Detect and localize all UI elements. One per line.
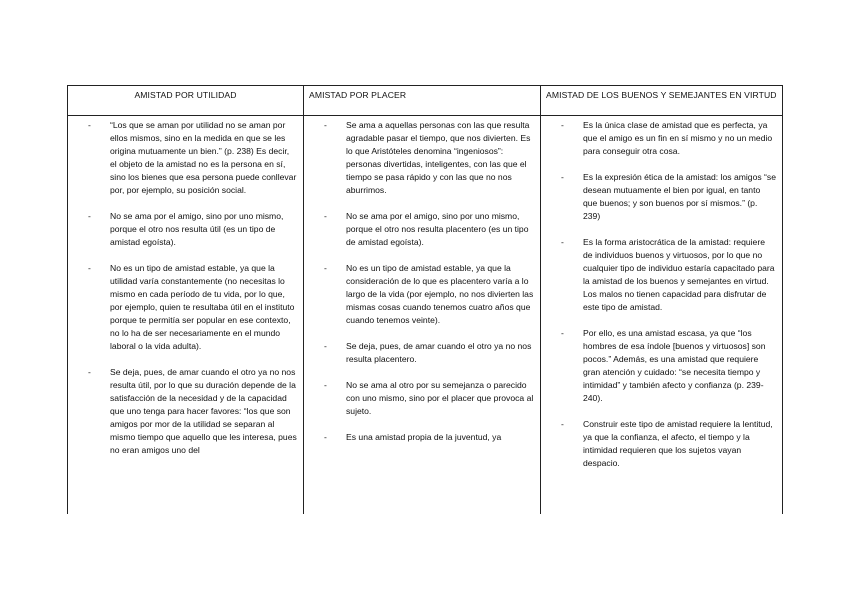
- header-virtue: AMISTAD DE LOS BUENOS Y SEMEJANTES EN VIRTUD: [541, 86, 783, 116]
- column-pleasure: [304, 116, 541, 515]
- list-item: [310, 340, 534, 366]
- list-item-text: Se deja, pues, de amar cuando el otro ya no nos resulta útil, por lo que su duración depende de la satisfacción de la necesidad y de la capacidad que uno tenga para hacer favores: “los que son amigos por mor de la utilidad se separan al mismo tiempo que aquello que les interesa, pues no eran amigos uno del: [110, 367, 297, 455]
- list-item: [310, 379, 534, 418]
- dash-bullet: -: [561, 237, 564, 247]
- table-header-row: [68, 86, 783, 116]
- column-virtue: [541, 116, 783, 515]
- dash-bullet: -: [324, 120, 327, 130]
- list-item-text: No se ama al otro por su semejanza o parecido con uno mismo, sino por el placer que provoca al sujeto.: [346, 380, 534, 416]
- dash-bullet: -: [88, 120, 91, 130]
- list-item: [310, 431, 534, 444]
- friendship-comparison-table: [67, 85, 783, 514]
- list-item-text: “Los que se aman por utilidad no se aman por ellos mismos, sino en la medida en que se les origina mutuamente un bien.” (p. 238) Es decir, el objeto de la amistad no es la persona en sí, sino los bienes que esa persona puede conllevar por, por ejemplo, su posición social.: [110, 120, 297, 195]
- column-utility: [68, 116, 304, 515]
- list-item-text: Construir este tipo de amistad requiere la lentitud, ya que la confianza, el afecto, el tiempo y la intimidad requieren que los sujetos vayan despacio.: [583, 419, 773, 468]
- list-item: [547, 418, 776, 470]
- dash-bullet: -: [324, 432, 327, 442]
- list-item-text: No se ama por el amigo, sino por uno mismo, porque el otro nos resulta útil (es un tipo de amistad egoísta).: [110, 211, 284, 247]
- list-item-text: No es un tipo de amistad estable, ya que la utilidad varía constantemente (no necesitas lo mismo en cada período de tu vida, por lo que, por ejemplo, quien te resultaba útil en el instituto porque te permitía ser popular en ese contexto, no lo ha de ser necesariamente en el mundo laboral o la vida adulta).: [110, 263, 295, 351]
- dash-bullet: -: [324, 263, 327, 273]
- dash-bullet: -: [561, 172, 564, 182]
- list-item: [547, 236, 776, 314]
- list-item-text: Es la única clase de amistad que es perfecta, ya que el amigo es un fin en sí mismo y no un medio para conseguir otra cosa.: [583, 120, 773, 156]
- list-item: [547, 327, 776, 405]
- list-item-text: Por ello, es una amistad escasa, ya que “los hombres de esa índole [buenos y virtuosos] son pocos.” Además, es una amistad que requiere gran atención y cuidado: “se necesita tiempo y intimidad” y también afecto y confianza (p. 239-240).: [583, 328, 766, 403]
- dash-bullet: -: [561, 419, 564, 429]
- list-item-text: No se ama por el amigo, sino por uno mismo, porque el otro nos resulta placentero (es un tipo de amistad egoísta).: [346, 211, 529, 247]
- bullet-list-utility: [74, 119, 297, 457]
- list-item: [74, 119, 297, 197]
- list-item-text: Es la forma aristocrática de la amistad: requiere de individuos buenos y virtuosos, por lo que no cualquier tipo de individuo estaría capacitado para la amistad de los buenos y semejantes en virtud. Los malos no tienen capacidad para disfrutar de este tipo de amistad.: [583, 237, 775, 312]
- bullet-list-pleasure: [310, 119, 534, 444]
- list-item-text: Es una amistad propia de la juventud, ya: [346, 432, 502, 442]
- list-item-text: Se ama a aquellas personas con las que resulta agradable pasar el tiempo, que nos divierten. Es lo que Aristóteles denomina “ingeniosos”: personas divertidas, inteligentes, con las que el tiempo se pasa rápido y con las que no nos aburrimos.: [346, 120, 531, 195]
- header-utility: AMISTAD POR UTILIDAD: [68, 86, 304, 116]
- list-item: [310, 210, 534, 249]
- list-item: [74, 210, 297, 249]
- dash-bullet: -: [324, 211, 327, 221]
- dash-bullet: -: [88, 367, 91, 377]
- list-item-text: Es la expresión ética de la amistad: los amigos “se desean mutuamente el bien por igual, en tanto que buenos; y son buenos por sí mismos.” (p. 239): [583, 172, 776, 221]
- list-item: [310, 119, 534, 197]
- list-item: [547, 171, 776, 223]
- list-item: [310, 262, 534, 327]
- dash-bullet: -: [561, 120, 564, 130]
- dash-bullet: -: [324, 341, 327, 351]
- dash-bullet: -: [88, 263, 91, 273]
- list-item: [74, 262, 297, 353]
- bullet-list-virtue: [547, 119, 776, 470]
- list-item: [547, 119, 776, 158]
- header-pleasure: AMISTAD POR PLACER: [304, 86, 541, 116]
- list-item-text: Se deja, pues, de amar cuando el otro ya no nos resulta placentero.: [346, 341, 532, 364]
- dash-bullet: -: [88, 211, 91, 221]
- table-body-row: [68, 116, 783, 515]
- dash-bullet: -: [561, 328, 564, 338]
- list-item-text: No es un tipo de amistad estable, ya que la consideración de lo que es placentero varía a lo largo de la vida (por ejemplo, no nos divierten las mismas cosas cuando tenemos cuatro años que cuando tenemos veinte).: [346, 263, 534, 325]
- dash-bullet: -: [324, 380, 327, 390]
- list-item: [74, 366, 297, 457]
